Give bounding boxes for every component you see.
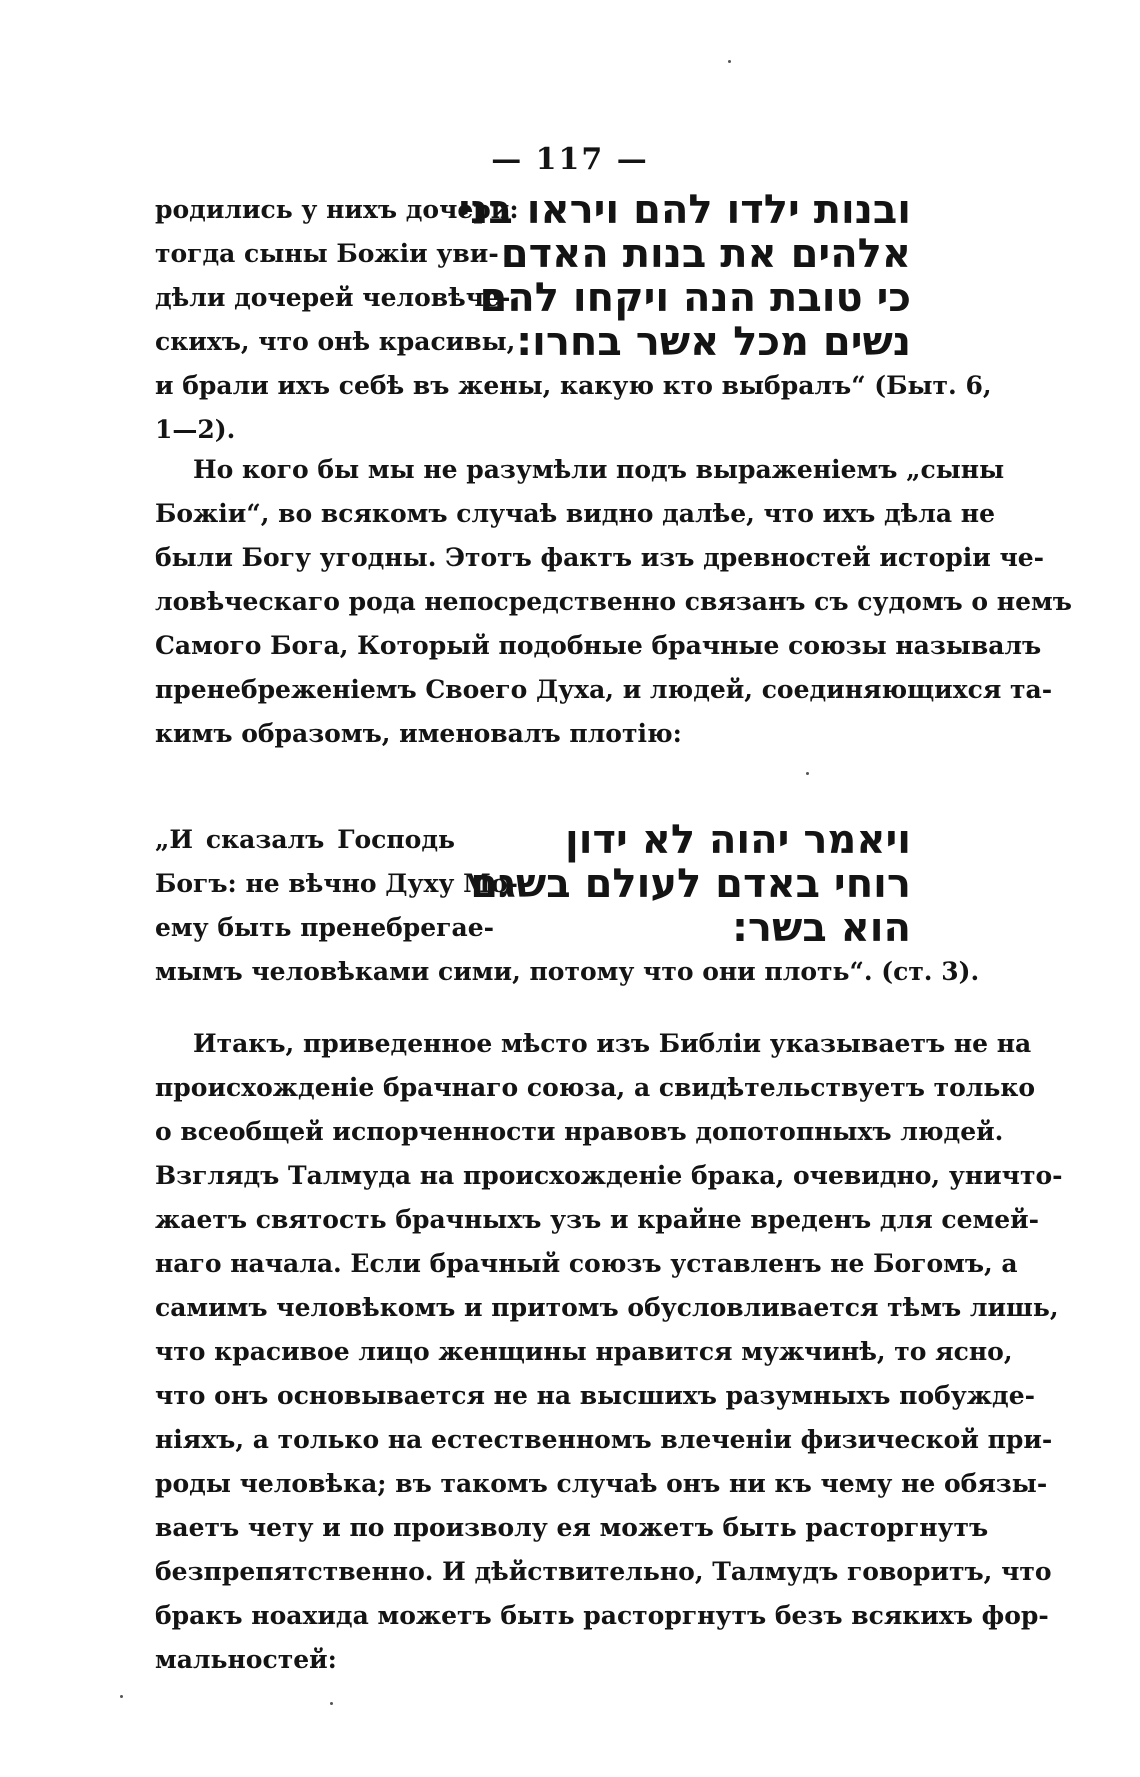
paragraph-2-line: самимъ человѣкомъ и притомъ обусловливается тѣмъ лишь, xyxy=(155,1293,1059,1322)
paragraph-2-line: что онъ основывается не на высшихъ разумныхъ побужде- xyxy=(155,1381,1035,1410)
verse-1-hebrew-line: נשים מכל אשר בחרו: xyxy=(516,319,911,365)
paragraph-1-line: кимъ образомъ, именовалъ плотію: xyxy=(155,719,682,748)
paragraph-2-line: Итакъ, приведенное мѣсто изъ Библіи указываетъ не на xyxy=(193,1029,1032,1058)
paragraph-2-line: роды человѣка; въ такомъ случаѣ онъ ни къ чему не обязы- xyxy=(155,1469,1048,1498)
paragraph-2-line: Взглядъ Талмуда на происхожденіе брака, очевидно, уничто- xyxy=(155,1161,1063,1190)
paragraph-1 xyxy=(155,448,1072,756)
scan-speck xyxy=(728,60,731,63)
paragraph-1-line: Но кого бы мы не разумѣли подъ выраженіемъ „сыны xyxy=(193,455,1005,484)
verse-1-russian-line: тогда сыны Божіи уви- xyxy=(155,239,499,268)
paragraph-1-line: Божіи“, во всякомъ случаѣ видно далѣе, что ихъ дѣла не xyxy=(155,499,995,528)
page-number: — 117 — xyxy=(491,142,649,177)
verse-1-hebrew-column xyxy=(458,187,911,365)
scan-speck xyxy=(330,1702,333,1705)
verse-2-block xyxy=(155,817,980,994)
paragraph-1-line: пренебреженіемъ Своего Духа, и людей, соединяющихся та- xyxy=(155,675,1053,704)
verse-2-hebrew-line: רוחי באדם לעולם בשגם xyxy=(470,861,911,907)
verse-2-continuation-line: мымъ человѣками сими, потому что они плоть“. (ст. 3). xyxy=(155,957,980,986)
verse-1-continuation-line: и брали ихъ себѣ въ жены, какую кто выбралъ“ (Быт. 6, xyxy=(155,371,992,400)
paragraph-2-line: безпрепятственно. И дѣйствительно, Талмудъ говоритъ, что xyxy=(155,1557,1052,1586)
verse-1-russian-line: родились у нихъ дочери: xyxy=(155,195,519,224)
verse-1-block xyxy=(155,187,992,452)
paragraph-2-line: бракъ ноахида можетъ быть расторгнутъ безъ всякихъ фор- xyxy=(155,1601,1049,1630)
verse-1-hebrew-line: ובנות ילדו להם ויראו בני xyxy=(458,187,911,233)
paragraph-2-line: ніяхъ, а только на естественномъ влеченіи физической при- xyxy=(155,1425,1053,1454)
scan-speck xyxy=(806,772,809,775)
verse-1-continuation-line: 1—2). xyxy=(155,415,236,444)
verse-2-hebrew-column xyxy=(471,818,911,950)
paragraph-1-line: Самого Бога, Который подобные брачные союзы называлъ xyxy=(155,631,1042,660)
paragraph-2-line: о всеобщей испорченности нравовъ допотопныхъ людей. xyxy=(155,1117,1004,1146)
verse-2-russian-column xyxy=(155,818,518,950)
paragraph-2 xyxy=(155,1022,1063,1682)
paragraph-2-line: жаетъ святость брачныхъ узъ и крайне вреденъ для семей- xyxy=(155,1205,1040,1234)
scan-speck xyxy=(120,1695,123,1698)
verse-2-russian-line: Богъ: не вѣчно Духу Мо- xyxy=(155,869,518,898)
verse-2-hebrew-line: ויאמר יהוה לא ידון xyxy=(565,817,911,863)
verse-1-russian-line: скихъ, что онѣ красивы, xyxy=(155,327,516,356)
paragraph-2-line: мальностей: xyxy=(155,1645,337,1674)
paragraph-1-line: ловѣческаго рода непосредственно связанъ съ судомъ о немъ xyxy=(155,587,1072,616)
paragraph-2-line: наго начала. Если брачный союзъ уставленъ не Богомъ, а xyxy=(155,1249,1018,1278)
verse-2-russian-line: „И сказалъ Господь xyxy=(155,825,455,854)
verse-1-continuation xyxy=(155,364,992,452)
verse-2-hebrew-line: הוא בשר: xyxy=(731,905,911,951)
verse-1-hebrew-line: אלהים את בנות האדם xyxy=(500,231,911,277)
verse-2-russian-line: ему быть пренебрегае- xyxy=(155,913,494,942)
verse-1-hebrew-line: כי טובת הנה ויקחו להם xyxy=(479,275,911,321)
verse-2-continuation xyxy=(155,950,980,994)
paragraph-1-line: были Богу угодны. Этотъ фактъ изъ древностей исторіи че- xyxy=(155,543,1045,572)
verse-1-russian-line: дѣли дочерей человѣче- xyxy=(155,283,511,312)
verse-2-columns xyxy=(155,818,911,950)
paragraph-2-line: ваетъ чету и по произволу ея можетъ быть расторгнутъ xyxy=(155,1513,989,1542)
paragraph-2-line: что красивое лицо женщины нравится мужчинѣ, то ясно, xyxy=(155,1337,1013,1366)
paragraph-2-line: происхожденіе брачнаго союза, а свидѣтельствуетъ только xyxy=(155,1073,1036,1102)
verse-1-russian-column xyxy=(155,188,519,364)
verse-1-columns xyxy=(155,188,911,364)
